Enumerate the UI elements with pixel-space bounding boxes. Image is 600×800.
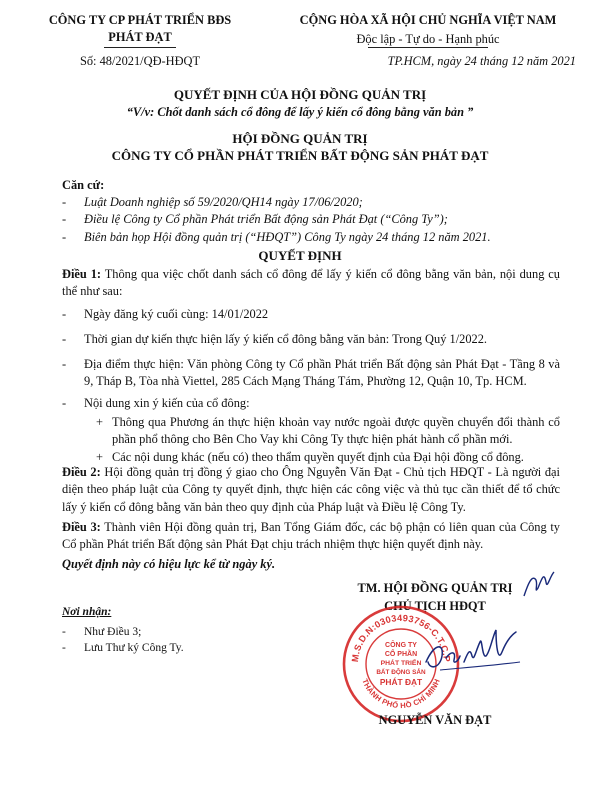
stamp-ring-text: M.S.D.N:0303493756-C.T.C.P	[349, 612, 453, 663]
company-name-line1: CÔNG TY CP PHÁT TRIỂN BĐS	[48, 13, 232, 27]
stamp-center-line: PHÁT TRIỂN	[380, 660, 422, 667]
article-2-label: Điều 2:	[62, 465, 101, 479]
basis-item: - Điều lệ Công ty Cổ phần Phát triển Bất động sản Phát Đạt (“Công Ty”);	[62, 211, 562, 228]
article-1-subitem: + Các nội dung khác (nếu có) theo thẩm quyền quyết định của Đại hội đồng cổ đông.	[96, 449, 560, 466]
stamp-center-line: BẤT ĐỘNG SẢN	[376, 669, 426, 676]
recipients-list	[62, 624, 282, 656]
bases-label: Căn cứ:	[62, 178, 105, 192]
article-1-list	[62, 306, 560, 323]
header-left-underline	[104, 47, 176, 48]
basis-item: - Luật Doanh nghiệp số 59/2020/QH14 ngày 17/06/2020;	[62, 194, 562, 211]
basis-item: - Biên bản họp Hội đồng quản trị (“HĐQT”) Công Ty ngày 24 tháng 12 năm 2021.	[62, 229, 562, 246]
document-number: Số: 48/2021/QĐ-HĐQT	[79, 54, 201, 68]
chairman-handwritten-signature	[420, 622, 530, 684]
recipients-label: Nơi nhận:	[62, 606, 112, 618]
stamp-center-line: CÔNG TY	[385, 642, 417, 649]
article-1-item: - Địa điểm thực hiện: Văn phòng Công ty Cổ phần Phát triển Bất động sản Phát Đạt - Tầng 8 và 9, Tháp B, Tòa nhà Viettel, 285 Cách Mạng Tháng Tám, Phường 12, Quận 10, Tp. HCM.	[62, 356, 560, 391]
article-1-list-3	[62, 356, 560, 391]
article-1-label: Điều 1:	[62, 267, 102, 281]
recipient-item: - Lưu Thư ký Công Ty.	[62, 640, 282, 656]
article-1-item: - Thời gian dự kiến thực hiện lấy ý kiến cổ đông bằng văn bản: Trong Quý 1/2022.	[62, 331, 560, 348]
recipient-item: - Như Điều 3;	[62, 624, 282, 640]
company-name-line2: PHÁT ĐẠT	[108, 30, 172, 45]
article-1-sublist	[96, 414, 560, 466]
place-date: TP.HCM, ngày 24 tháng 12 năm 2021	[387, 54, 576, 68]
stamp-center-line: PHÁT ĐẠT	[379, 677, 423, 687]
article-1	[62, 266, 560, 301]
stamp-center-line: CỔ PHẦN	[384, 651, 418, 658]
article-3-text: Thành viên Hội đồng quản trị, Ban Tổng Giám đốc, các bộ phận có liên quan của Công ty Cổ phần Phát triển Bất động sản Phát Đạt chịu trách nhiệm thực hiện quyết định này.	[62, 520, 560, 552]
decision-title: QUYẾT ĐỊNH CỦA HỘI ĐỒNG QUẢN TRỊ	[173, 87, 427, 102]
decision-subject: “V/v: Chốt danh sách cổ đông để lấy ý kiến cổ đông bằng văn bản ”	[126, 105, 474, 119]
nation-title: CỘNG HÒA XÃ HỘI CHỦ NGHĨA VIỆT NAM	[299, 13, 557, 27]
company-header	[40, 12, 240, 47]
company-full-name: CÔNG TY CỔ PHẦN PHÁT TRIỂN BẤT ĐỘNG SẢN PHÁT ĐẠT	[111, 148, 489, 163]
signer-name: NGUYỄN VĂN ĐẠT	[378, 713, 492, 727]
effective-statement: Quyết định này có hiệu lực kể từ ngày ký.	[62, 557, 276, 571]
national-header	[278, 12, 578, 49]
decision-heading: QUYẾT ĐỊNH	[258, 248, 342, 263]
article-1-text: Thông qua việc chốt danh sách cổ đông để lấy ý kiến cổ đông bằng văn bản, nội dung cụ thể như sau:	[62, 267, 560, 299]
article-1-subitem: + Thông qua Phương án thực hiện khoản vay nước ngoài được quyền chuyển đổi thành cổ phần phổ thông cho Bên Cho Vay khi Công Ty thực hiện phát hành cổ phần mới.	[96, 414, 560, 449]
header-right-underline	[368, 47, 488, 48]
bases-list	[62, 194, 562, 246]
article-2-text: Hội đồng quản trị đồng ý giao cho Ông Nguyễn Văn Đạt - Chủ tịch HĐQT - Là người đại diện theo pháp luật của Công ty quyết định, thực hiện các công việc và thủ tục cần thiết để tổ chức lấy ý kiến cổ đông bằng văn bản theo quy định của Pháp luật và Điều lệ Công Ty.	[62, 465, 561, 514]
initial-signature-mark	[520, 566, 560, 600]
on-behalf-title: TM. HỘI ĐỒNG QUẢN TRỊ	[357, 581, 513, 595]
board-title: HỘI ĐỒNG QUẢN TRỊ	[232, 131, 368, 146]
article-1-list-4	[62, 395, 560, 412]
chairman-title: CHỦ TỊCH HĐQT	[384, 599, 486, 613]
article-1-item: - Ngày đăng ký cuối cùng: 14/01/2022	[62, 306, 560, 323]
article-3-label: Điều 3:	[62, 520, 101, 534]
article-2	[62, 464, 560, 516]
national-motto: Độc lập - Tự do - Hạnh phúc	[356, 32, 500, 47]
article-1-item: - Nội dung xin ý kiến của cổ đông:	[62, 395, 560, 412]
article-1-list-2	[62, 331, 560, 348]
stamp-ring-text-bottom: THÀNH PHỐ HỒ CHÍ MINH	[360, 677, 442, 711]
article-3	[62, 519, 560, 554]
